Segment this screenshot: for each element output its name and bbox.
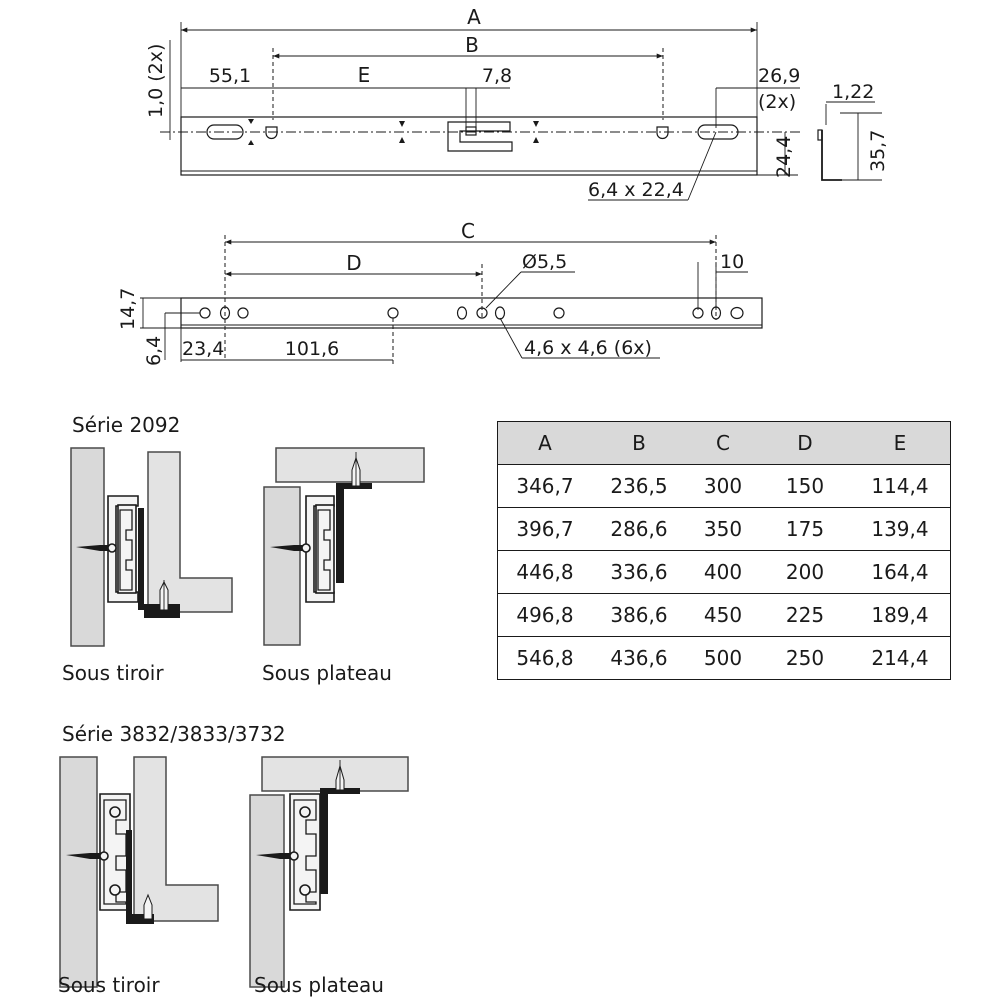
table-cell: 164,4: [850, 551, 951, 594]
table-row: [498, 508, 951, 551]
dim-5-5: Ø5,5: [522, 251, 568, 273]
series-3832-under-top-diagram: [250, 757, 408, 987]
table-cell: 350: [686, 508, 760, 551]
dim-1-22: 1,22: [832, 81, 875, 103]
dim-1-0-2x: 1,0 (2x): [145, 43, 167, 118]
table-header-E: E: [850, 422, 951, 465]
series-2092-under-top-caption: Sous plateau: [262, 661, 392, 685]
table-cell: 450: [686, 594, 760, 637]
dim-square: 4,6 x 4,6 (6x): [524, 337, 652, 359]
table-header-A: A: [498, 422, 593, 465]
dim-24-4: 24,4: [773, 135, 795, 178]
table-cell: 300: [686, 465, 760, 508]
table-cell: 114,4: [850, 465, 951, 508]
table-row: [498, 465, 951, 508]
dim-14-7: 14,7: [117, 287, 139, 330]
dim-label-A: A: [467, 5, 481, 29]
keyhole-left: [266, 127, 277, 139]
series-2092-under-drawer-diagram: [71, 448, 232, 646]
table-cell: 150: [760, 465, 850, 508]
rail-profile: [822, 130, 842, 180]
top-rail-body: [181, 117, 757, 175]
table-header-D: D: [760, 422, 850, 465]
dim-23-4: 23,4: [182, 338, 225, 360]
keyhole-right: [657, 127, 668, 139]
table-cell: 500: [686, 637, 760, 680]
center-hook: [448, 122, 512, 151]
dim-label-B: B: [465, 33, 479, 57]
dim-55-1: 55,1: [208, 65, 252, 87]
table-header-C: C: [686, 422, 760, 465]
series-3832-under-drawer-caption: Sous tiroir: [58, 973, 160, 997]
bottom-rail-body: [181, 298, 762, 328]
series-2092-under-top-diagram: [264, 448, 424, 645]
table-cell: 286,6: [592, 508, 686, 551]
table-header-B: B: [592, 422, 686, 465]
table-cell: 436,6: [592, 637, 686, 680]
table-cell: 446,8: [498, 551, 593, 594]
table-cell: 346,7: [498, 465, 593, 508]
table-cell: 336,6: [592, 551, 686, 594]
table-row: [498, 551, 951, 594]
dim-26-9: 26,9: [758, 65, 801, 87]
table-cell: 396,7: [498, 508, 593, 551]
table-cell: 496,8: [498, 594, 593, 637]
dim-label-E: E: [357, 63, 371, 87]
series-3832-under-drawer-diagram: [60, 757, 218, 987]
top-rail-drawing: [145, 5, 889, 201]
dim-label-D: D: [346, 251, 362, 275]
table-row: [498, 637, 951, 680]
dim-slot: 6,4 x 22,4: [588, 179, 684, 201]
table-header-row: [498, 422, 951, 465]
table-cell: 175: [760, 508, 850, 551]
dim-35-7: 35,7: [867, 129, 889, 172]
dim-7-8: 7,8: [481, 65, 513, 87]
dimension-table: [497, 421, 951, 680]
table-cell: 236,5: [592, 465, 686, 508]
dim-10: 10: [720, 251, 745, 273]
table-cell: 400: [686, 551, 760, 594]
table-cell: 386,6: [592, 594, 686, 637]
table-cell: 225: [760, 594, 850, 637]
dim-26-9-count: (2x): [758, 91, 797, 113]
series-3832-title: Série 3832/3833/3732: [62, 722, 286, 746]
dim-label-C: C: [461, 219, 475, 243]
table-cell: 200: [760, 551, 850, 594]
table-row: [498, 594, 951, 637]
series-2092-under-drawer-caption: Sous tiroir: [62, 661, 164, 685]
series-2092-title: Série 2092: [72, 413, 181, 437]
dim-101-6: 101,6: [284, 338, 340, 360]
table-cell: 546,8: [498, 637, 593, 680]
dim-6-4: 6,4: [143, 335, 165, 366]
table-cell: 189,4: [850, 594, 951, 637]
table-cell: 139,4: [850, 508, 951, 551]
series-3832-under-top-caption: Sous plateau: [254, 973, 384, 997]
table-cell: 214,4: [850, 637, 951, 680]
bottom-rail-drawing: [117, 219, 762, 366]
table-cell: 250: [760, 637, 850, 680]
